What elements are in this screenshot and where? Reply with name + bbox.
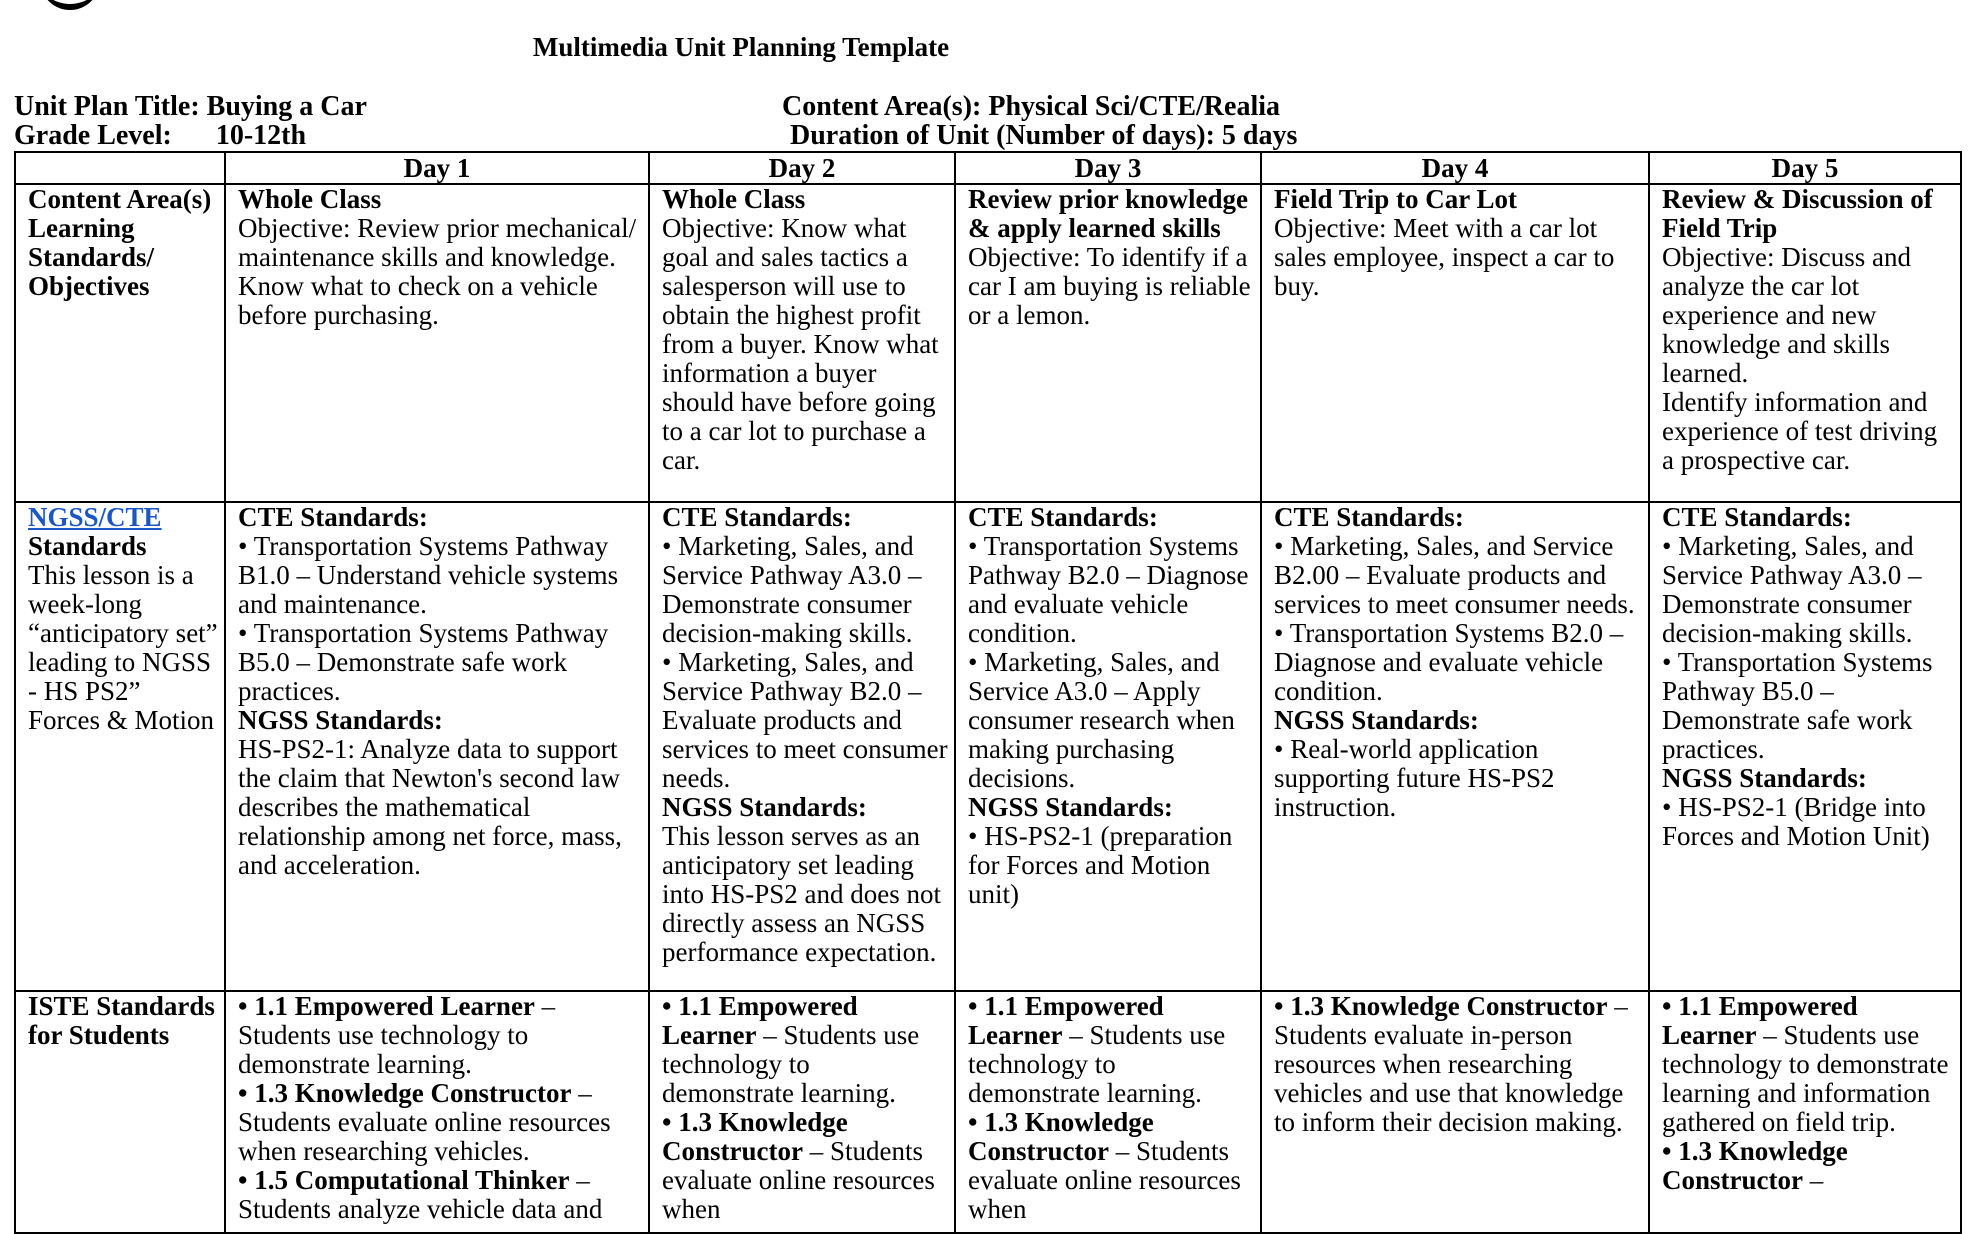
cte-item: • Transportation Systems Pathway B5.0 – Demonstrate safe work practices.	[238, 618, 609, 706]
cte-item: • Marketing, Sales, and Service A3.0 – Apply consumer research when making purchasing decisions.	[968, 647, 1235, 793]
content-area: Content Area(s): Physical Sci/CTE/Realia	[782, 91, 1281, 122]
objective-text-extra: Identify information and experience of test driving a prospective car.	[1662, 387, 1938, 475]
cell-heading: Whole Class	[662, 184, 806, 214]
objective-cell	[955, 184, 1261, 502]
iste-item: • 1.5 Computational Thinker – Students analyze vehicle data and	[238, 1165, 603, 1224]
iste-item: • 1.3 Knowledge Constructor – Students evaluate online resources when researching vehicles.	[238, 1078, 611, 1166]
ngss-label: NGSS Standards:	[1274, 705, 1479, 735]
cell-heading: Review & Discussion of Field Trip	[1662, 184, 1933, 243]
cte-item: • Marketing, Sales, and Service B2.00 – Evaluate products and services to meet consumer needs.	[1274, 531, 1635, 619]
standards-cell	[649, 502, 955, 991]
iste-item: • 1.3 Knowledge Constructor – Students evaluate online resources when	[662, 1107, 935, 1224]
standards-label: Standards	[28, 531, 147, 561]
grade-level-label: Grade Level:	[14, 120, 172, 151]
page-corner-mark	[40, 0, 100, 10]
unit-plan-title: Unit Plan Title: Buying a Car	[14, 91, 367, 122]
iste-cell	[955, 991, 1261, 1233]
cell-heading: Field Trip to Car Lot	[1274, 184, 1517, 214]
iste-item: • 1.1 Empowered Learner – Students use technology to demonstrate learning.	[662, 991, 920, 1108]
cte-item: • Transportation Systems Pathway B2.0 – Diagnose and evaluate vehicle condition.	[968, 531, 1249, 648]
iste-cell	[649, 991, 955, 1233]
objectives-row	[15, 184, 1961, 502]
objective-cell	[1649, 184, 1961, 502]
cte-label: CTE Standards:	[238, 502, 428, 532]
objective-text: Objective: Meet with a car lot sales employee, inspect a car to buy.	[1274, 213, 1615, 301]
row-header-objectives: Content Area(s) Learning Standards/ Objectives	[15, 184, 225, 502]
day-header: Day 5	[1649, 152, 1961, 184]
corner-cell	[15, 152, 225, 184]
cte-label: CTE Standards:	[968, 502, 1158, 532]
cte-label: CTE Standards:	[1274, 502, 1464, 532]
cte-item: • Transportation Systems B2.0 – Diagnose and evaluate vehicle condition.	[1274, 618, 1624, 706]
iste-row	[15, 991, 1961, 1233]
iste-cell	[1261, 991, 1649, 1233]
cell-heading: Review prior knowledge & apply learned skills	[968, 184, 1248, 243]
row-header-standards	[15, 502, 225, 991]
ngss-item: HS-PS2-1: Analyze data to support the claim that Newton's second law describes the mathematical relationship among net force, mass, and acceleration.	[238, 734, 622, 880]
cte-item: • Marketing, Sales, and Service Pathway B2.0 – Evaluate products and services to meet consumer needs.	[662, 647, 948, 793]
cte-label: CTE Standards:	[1662, 502, 1852, 532]
cte-label: CTE Standards:	[662, 502, 852, 532]
grade-level-value: 10-12th	[215, 120, 307, 151]
iste-item: • 1.1 Empowered Learner – Students use technology to demonstrate learning and information gathered on field trip.	[1662, 991, 1949, 1137]
objective-cell	[649, 184, 955, 502]
day-header-row	[15, 152, 1961, 184]
standards-cell	[955, 502, 1261, 991]
iste-item: • 1.1 Empowered Learner – Students use technology to demonstrate learning.	[968, 991, 1226, 1108]
ngss-label: NGSS Standards:	[968, 792, 1173, 822]
day-header: Day 1	[225, 152, 649, 184]
ngss-item: This lesson serves as an anticipatory set leading into HS-PS2 and does not directly assess an NGSS performance expectation.	[662, 821, 942, 967]
ngss-cte-link[interactable]: NGSS/CTE	[28, 502, 162, 532]
iste-cell	[1649, 991, 1961, 1233]
standards-cell	[1649, 502, 1961, 991]
standards-cell	[225, 502, 649, 991]
iste-item: • 1.3 Knowledge Constructor – Students evaluate in-person resources when researching vehicles and use that knowledge to inform their decision making.	[1274, 991, 1628, 1137]
grade-level	[14, 121, 306, 150]
cte-item: • Marketing, Sales, and Service Pathway A3.0 – Demonstrate consumer decision-making skills.	[662, 531, 922, 648]
ngss-item: • Real-world application supporting future HS-PS2 instruction.	[1274, 734, 1555, 822]
standards-cell	[1261, 502, 1649, 991]
ngss-item: • HS-PS2-1 (Bridge into Forces and Motion Unit)	[1662, 792, 1930, 851]
ngss-label: NGSS Standards:	[1662, 763, 1867, 793]
cte-item: • Marketing, Sales, and Service Pathway A3.0 – Demonstrate consumer decision-making skills.	[1662, 531, 1922, 648]
standards-row	[15, 502, 1961, 991]
day-header: Day 4	[1261, 152, 1649, 184]
objective-cell	[1261, 184, 1649, 502]
objective-text: Objective: To identify if a car I am buying is reliable or a lemon.	[968, 242, 1251, 330]
iste-cell	[225, 991, 649, 1233]
iste-item: • 1.1 Empowered Learner – Students use technology to demonstrate learning.	[238, 991, 556, 1079]
objective-text: Objective: Discuss and analyze the car lot experience and new knowledge and skills learned.	[1662, 242, 1911, 388]
objective-cell	[225, 184, 649, 502]
day-header: Day 2	[649, 152, 955, 184]
standards-description: This lesson is a week-long “anticipatory set” leading to NGSS - HS PS2” Forces & Motion	[28, 560, 218, 735]
cte-item: • Transportation Systems Pathway B5.0 – Demonstrate safe work practices.	[1662, 647, 1933, 764]
objective-text: Objective: Know what goal and sales tactics a salesperson will use to obtain the highest profit from a buyer. Know what information a buyer should have before going to a car lot to purchase a car.	[662, 213, 939, 475]
unit-plan-table	[14, 151, 1962, 1234]
ngss-item: • HS-PS2-1 (preparation for Forces and Motion unit)	[968, 821, 1233, 909]
cell-heading: Whole Class	[238, 184, 382, 214]
cte-item: • Transportation Systems Pathway B1.0 – Understand vehicle systems and maintenance.	[238, 531, 619, 619]
ngss-label: NGSS Standards:	[662, 792, 867, 822]
day-header: Day 3	[955, 152, 1261, 184]
row-header-iste: ISTE Standards for Students	[15, 991, 225, 1233]
unit-duration: Duration of Unit (Number of days): 5 days	[790, 120, 1298, 151]
ngss-label: NGSS Standards:	[238, 705, 443, 735]
iste-item: • 1.3 Knowledge Constructor – Students evaluate online resources when	[968, 1107, 1241, 1224]
document-title: Multimedia Unit Planning Template	[532, 32, 950, 62]
objective-text: Objective: Review prior mechanical/ maintenance skills and knowledge. Know what to check on a vehicle before purchasing.	[238, 213, 637, 330]
iste-item: • 1.3 Knowledge Constructor –	[1662, 1136, 1848, 1195]
